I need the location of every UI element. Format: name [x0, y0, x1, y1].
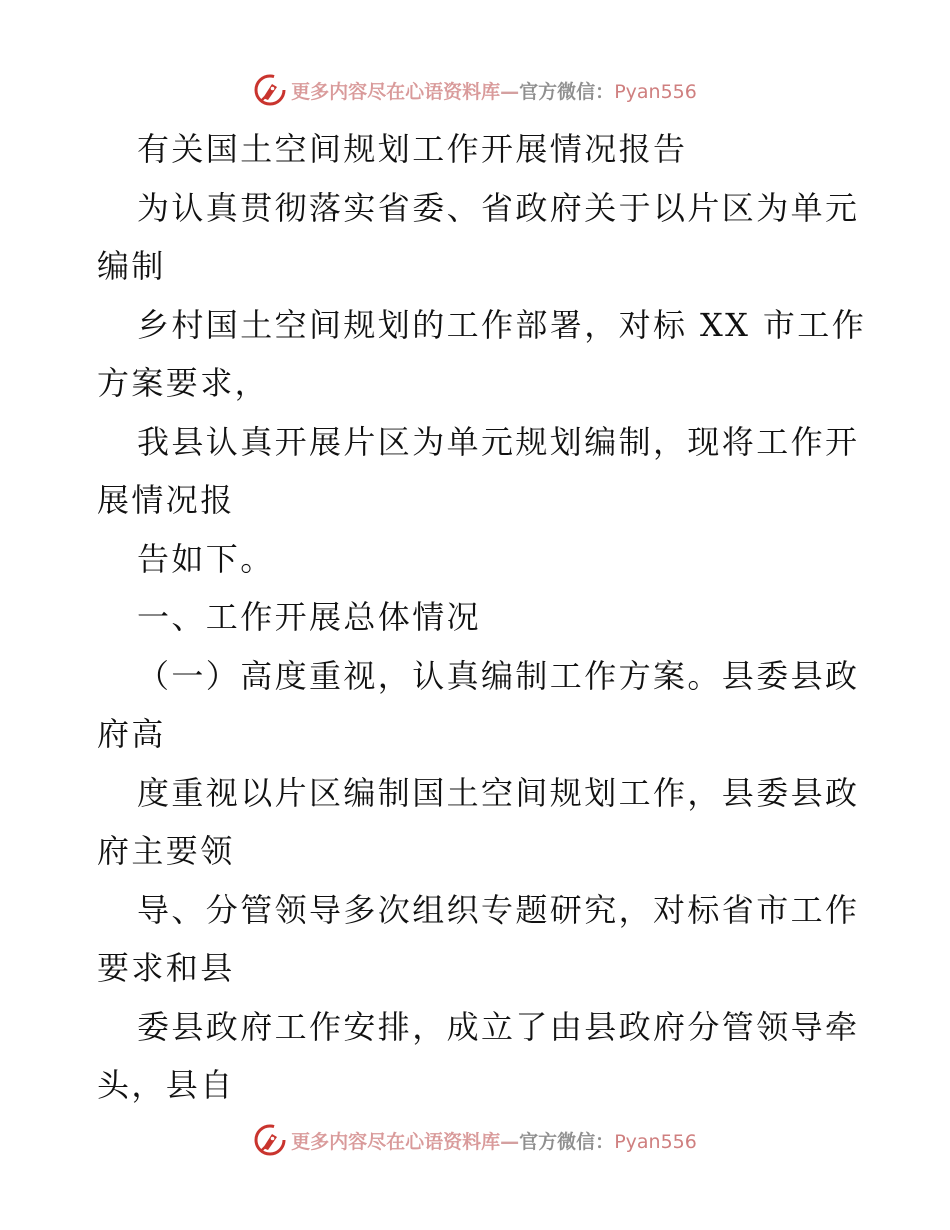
paragraph-line: 头，县自 [97, 1066, 235, 1104]
watermark-text [291, 1127, 697, 1154]
watermark-wechat-id: Pyan556 [614, 1130, 697, 1153]
watermark-official-label: 官方微信： [519, 80, 615, 103]
paragraph-line: 要求和县 [97, 949, 235, 987]
watermark-wechat-id: Pyan556 [614, 80, 697, 103]
watermark-dash: — [500, 80, 520, 103]
pen-nib-logo-icon [253, 1123, 287, 1157]
paragraph-line: 府高 [97, 715, 166, 753]
section-heading: 一、工作开展总体情况 [137, 598, 482, 636]
paragraph-line: 为认真贯彻落实省委、省政府关于以片区为单元 [137, 188, 860, 227]
paragraph-line: 展情况报 [97, 481, 235, 519]
paragraph-line: 乡村国土空间规划的工作部署，对标 XX 市工作 [137, 305, 867, 344]
paragraph-line: 方案要求， [97, 364, 270, 402]
watermark-official-label: 官方微信： [519, 1130, 615, 1153]
watermark-header [0, 70, 950, 110]
paragraph-line: 度重视以片区编制国土空间规划工作，县委县政 [137, 773, 860, 812]
pen-nib-logo-icon [253, 73, 287, 107]
watermark-text [291, 77, 697, 104]
paragraph-line: 编制 [97, 247, 166, 285]
paragraph-line: 我县认真开展片区为单元规划编制，现将工作开 [137, 422, 860, 461]
document-body [97, 120, 867, 1115]
watermark-dash: — [500, 1130, 520, 1153]
paragraph-line: （一）高度重视，认真编制工作方案。县委县政 [137, 656, 860, 695]
paragraph-line: 导、分管领导多次组织专题研究，对标省市工作 [137, 890, 860, 929]
document-title: 有关国土空间规划工作开展情况报告 [137, 130, 688, 168]
paragraph-line: 告如下。 [137, 539, 275, 578]
paragraph-line: 委县政府工作安排，成立了由县政府分管领导牵 [137, 1007, 860, 1046]
watermark-main-text: 更多内容尽在心语资料库 [291, 1130, 501, 1153]
watermark-main-text: 更多内容尽在心语资料库 [291, 80, 501, 103]
watermark-footer [0, 1120, 950, 1160]
paragraph-line: 府主要领 [97, 832, 235, 870]
